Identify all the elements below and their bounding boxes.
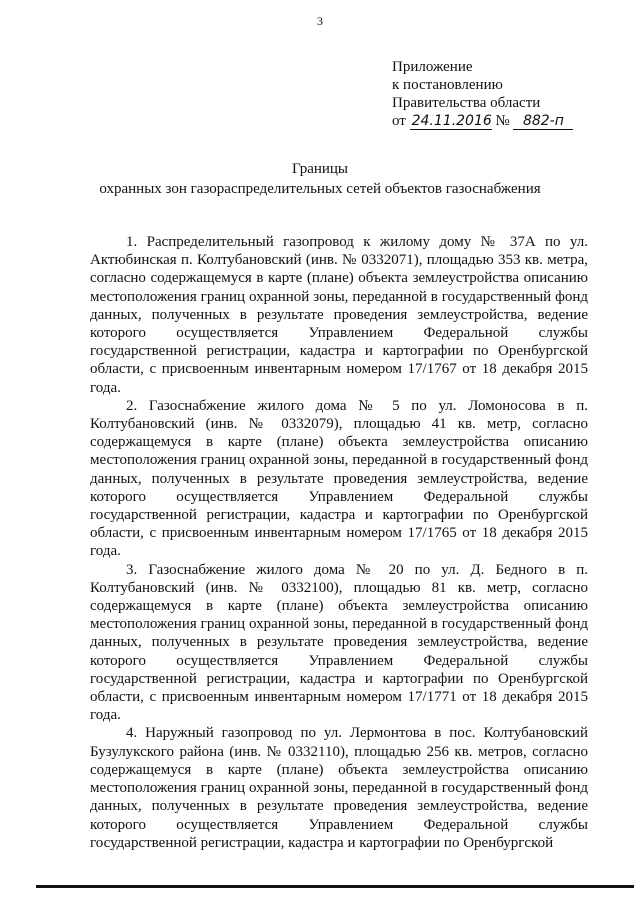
paragraph-item-3: 3. Газоснабжение жилого дома № 20 по ул. Д. Бедного в п. Колтубановский (инв. № 0332100), площадью 81 кв. метр, согласно содержащемуся в карте (плане) объекта землеустройства описанию местоположения границ охранной зоны, переданной в государственный фонд данных, полученных в результате проведения землеустройства, ведение которого осуществляется Управлением Федеральной службы государственной регистрации, кадастра и картографии по Оренбургской области, с присвоенным инвентарным номером 17/1771 от 18 декабря 2015 года. xyxy=(90,561,588,724)
appendix-line-1: Приложение xyxy=(392,59,473,75)
handwritten-date: 24.11.2016 xyxy=(411,113,492,129)
appendix-block xyxy=(392,58,573,130)
title-main: Границы xyxy=(291,161,349,177)
bottom-rule xyxy=(36,885,634,888)
paragraph-item-4: 4. Наружный газопровод по ул. Лермонтова в пос. Колтубановский Бузулукского района (инв. № 0332110), площадью 256 кв. метров, согласно содержащемуся в карте (плане) объекта землеустройства описанию местоположения границ охранной зоны, переданной в государственный фонд данных, полученных в результате проведения землеустройства, ведение которого осуществляется Управлением Федеральной службы государственной регистрации, кадастра и картографии по Оренбургской xyxy=(90,725,588,851)
title-sub: охранных зон газораспределительных сетей объектов газоснабжения xyxy=(99,181,541,197)
date-prefix: от xyxy=(392,113,406,129)
appendix-line-3: Правительства области xyxy=(392,95,541,111)
paragraph-item-2: 2. Газоснабжение жилого дома № 5 по ул. Ломоносова в п. Колтубановский (инв. № 0332079), площадью 41 кв. метр, согласно содержащемуся в карте (плане) объекта землеустройства описанию местоположения границ охранной зоны, переданной в государственный фонд данных, полученных в результате проведения землеустройства, ведение которого осуществляется Управлением Федеральной службы государственной регистрации, кадастра и картографии по Оренбургской области, с присвоенным инвентарным номером 17/1765 от 18 декабря 2015 года. xyxy=(90,397,588,560)
paragraph-item-1: 1. Распределительный газопровод к жилому дому № 37А по ул. Актюбинская п. Колтубановский (инв. № 0332071), площадью 353 кв. метра, согласно содержащемуся в карте (плане) объекта землеустройства описанию местоположения границ охранной зоны, переданной в государственный фонд данных, полученных в результате проведения землеустройства, ведение которого осуществляется Управлением Федеральной службы государственной регистрации, кадастра и картографии по Оренбургской области, с присвоенным инвентарным номером 17/1767 от 18 декабря 2015 года. xyxy=(90,234,588,396)
handwritten-number: 882-п xyxy=(513,114,573,130)
number-prefix: № xyxy=(495,113,510,129)
appendix-date-line xyxy=(392,112,573,130)
page-number: 3 xyxy=(317,14,323,28)
appendix-line-2: к постановлению xyxy=(392,77,503,93)
document-title xyxy=(0,160,640,198)
document-body xyxy=(90,233,588,852)
